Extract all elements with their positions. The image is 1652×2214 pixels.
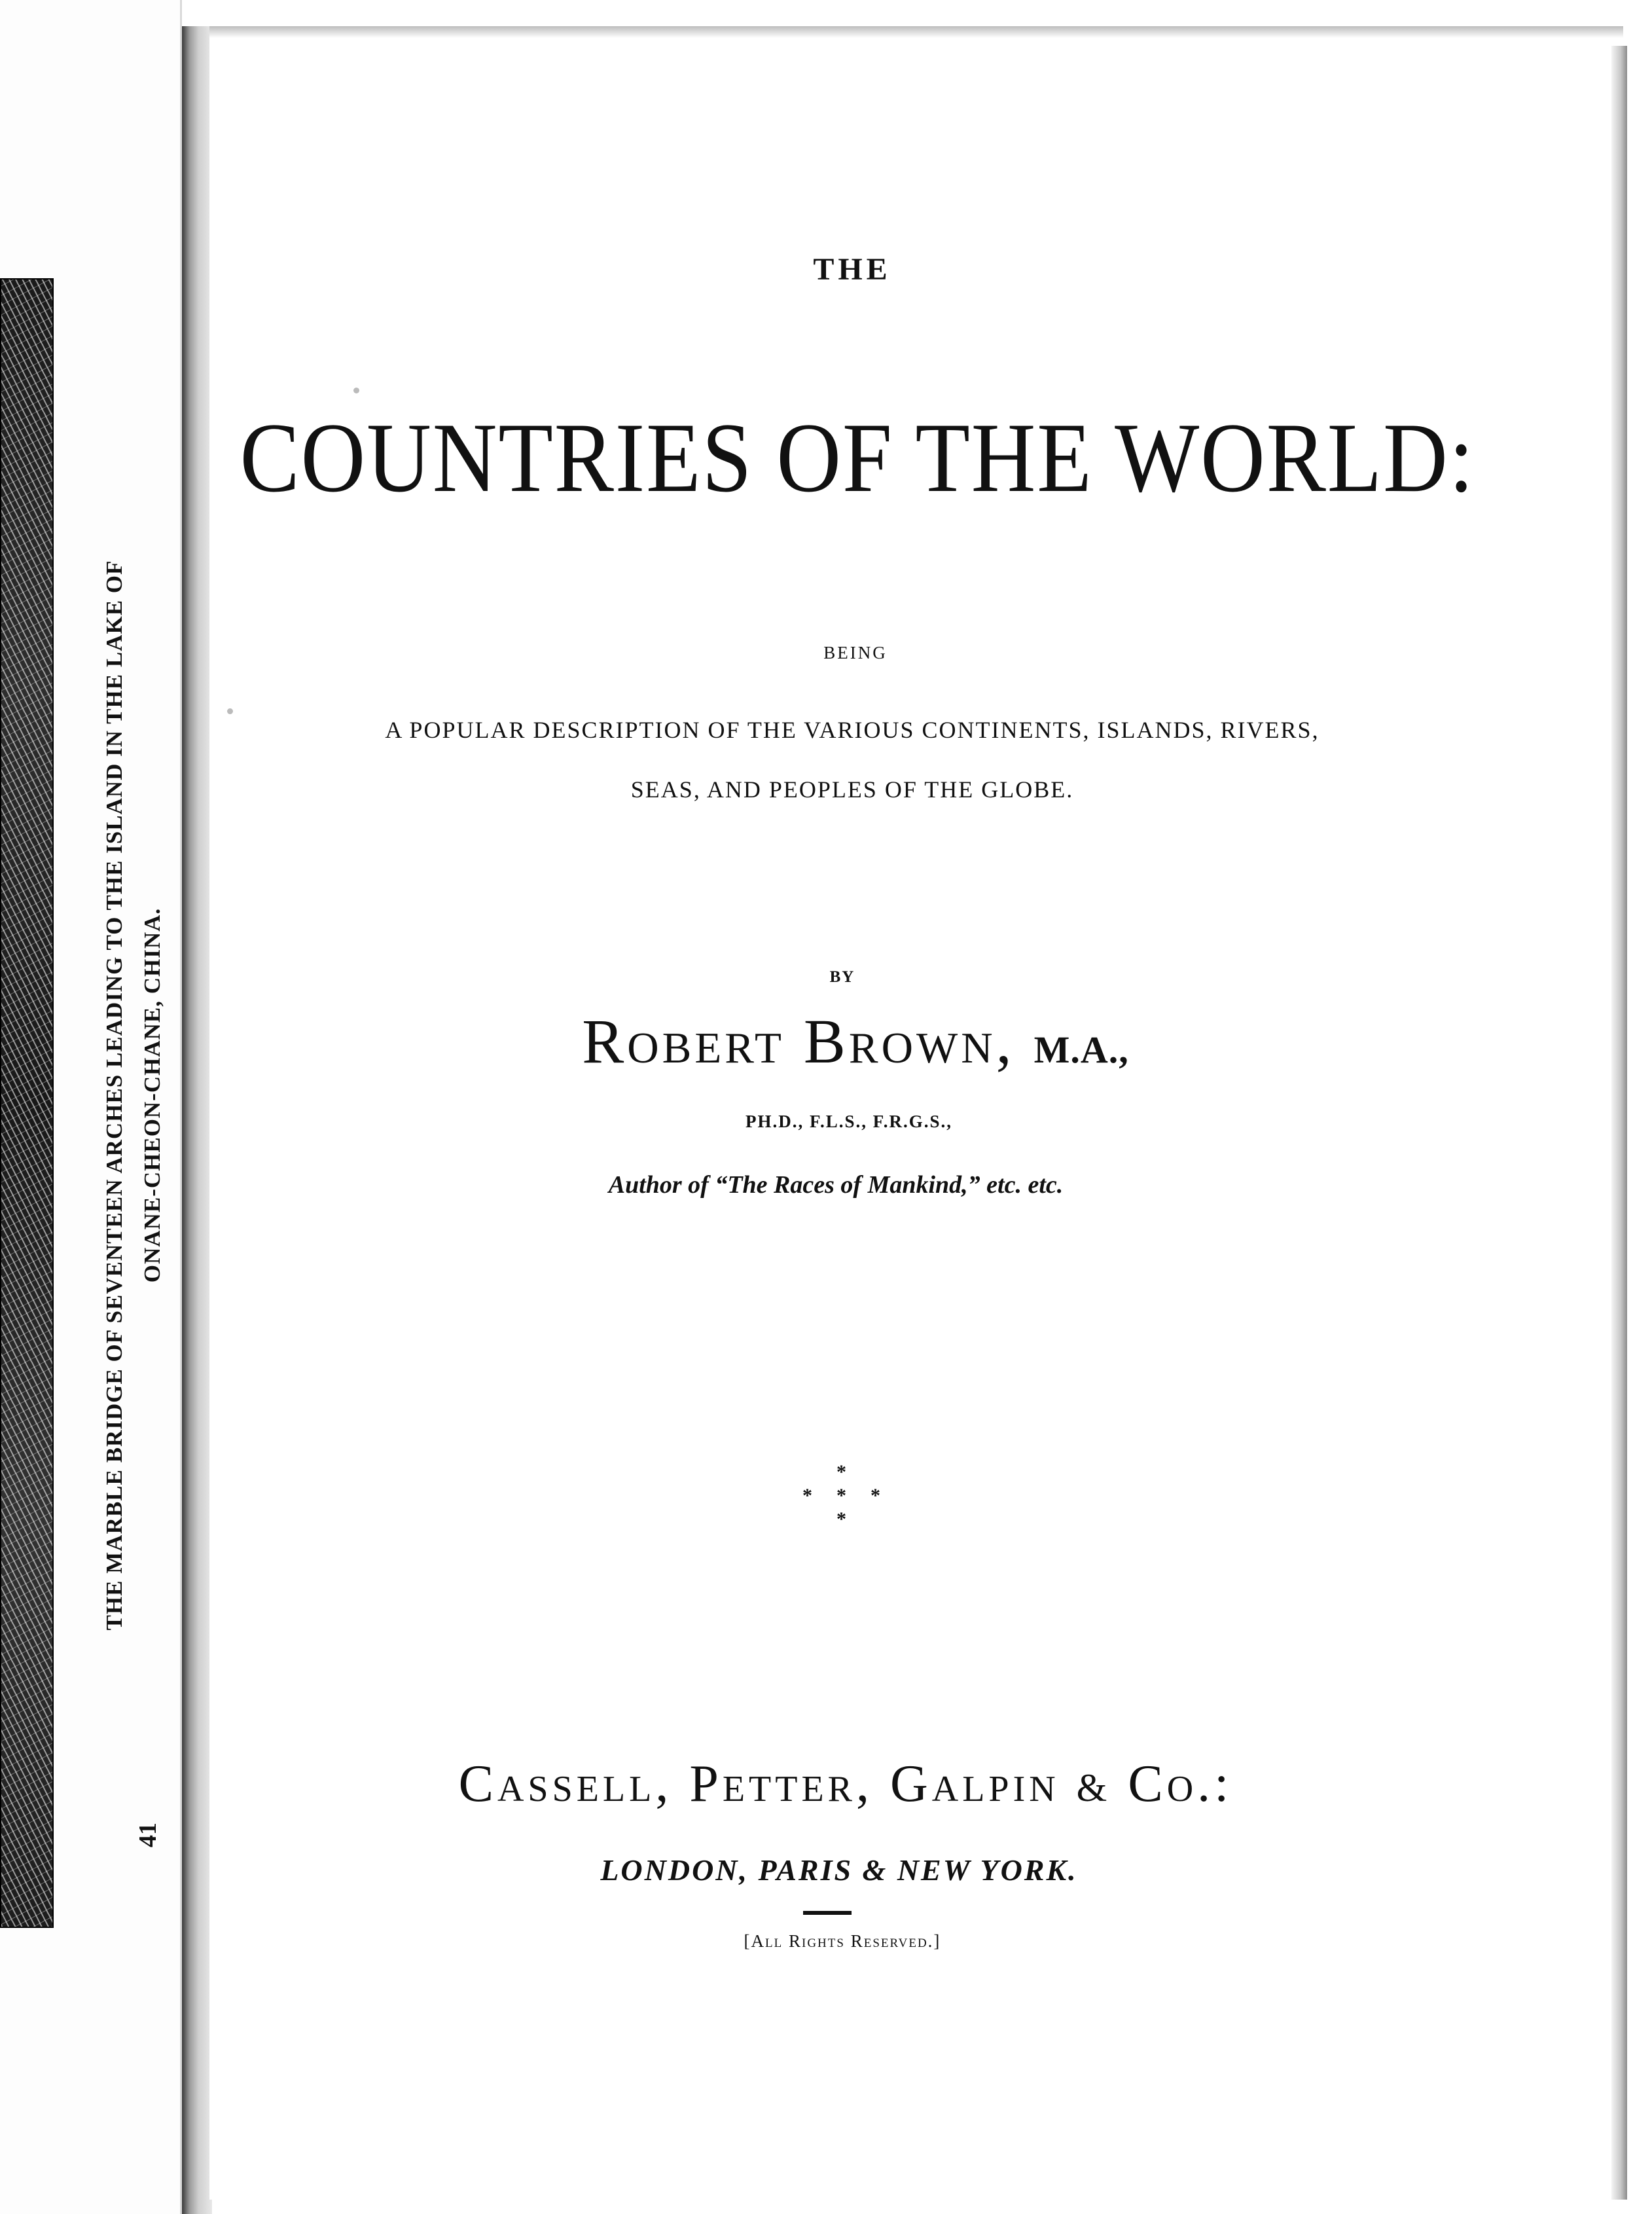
plate-number: 41 [134, 1823, 162, 1847]
subtitle-line-1: A POPULAR DESCRIPTION OF THE VARIOUS CONTINENTS, ISLANDS, RIVERS, [385, 717, 1320, 743]
ornament-star: * [871, 1485, 880, 1506]
author-degrees: PH.D., F.L.S., F.R.G.S., [745, 1112, 953, 1131]
short-rule [803, 1911, 852, 1915]
publisher-ampersand: & [1076, 1766, 1111, 1809]
author-name: Robert Brown, [582, 1006, 1015, 1076]
by-label: BY [829, 968, 855, 986]
rights-notice: [All Rights Reserved.] [744, 1931, 941, 1951]
author-line [0, 1005, 1652, 1078]
ornament-star: * [836, 1485, 846, 1506]
page-top-shadow [209, 26, 1623, 38]
ornament-star: * [836, 1461, 846, 1483]
publisher-name: Cassell, Petter, Galpin [458, 1755, 1060, 1813]
being-label: BEING [823, 643, 888, 662]
title-article: THE [813, 252, 891, 287]
plate-caption-line-1: THE MARBLE BRIDGE OF SEVENTEEN ARCHES LEADING TO THE ISLAND IN THE LAKE OF [101, 560, 127, 1631]
subtitle-line-2: SEAS, AND PEOPLES OF THE GLOBE. [630, 776, 1074, 803]
asterism-ornament [776, 1462, 907, 1534]
paper-speck [227, 708, 233, 714]
author-degree: M.A., [1033, 1028, 1129, 1071]
paper-speck [353, 388, 359, 393]
publisher-cities: LONDON, PARIS & NEW YORK. [600, 1853, 1078, 1887]
author-other-works: Author of “The Races of Mankind,” etc. etc. [608, 1171, 1064, 1199]
plate-caption [96, 493, 171, 1697]
publisher-co: Co.: [1128, 1755, 1233, 1813]
publisher [0, 1754, 1652, 1814]
book-title: COUNTRIES OF THE WORLD: [240, 403, 1475, 513]
engraving-plate [0, 278, 54, 1928]
ornament-star: * [802, 1485, 812, 1506]
ornament-star: * [836, 1508, 846, 1530]
plate-caption-line-2: ONANE-CHEON-CHANE, CHINA. [139, 907, 165, 1283]
